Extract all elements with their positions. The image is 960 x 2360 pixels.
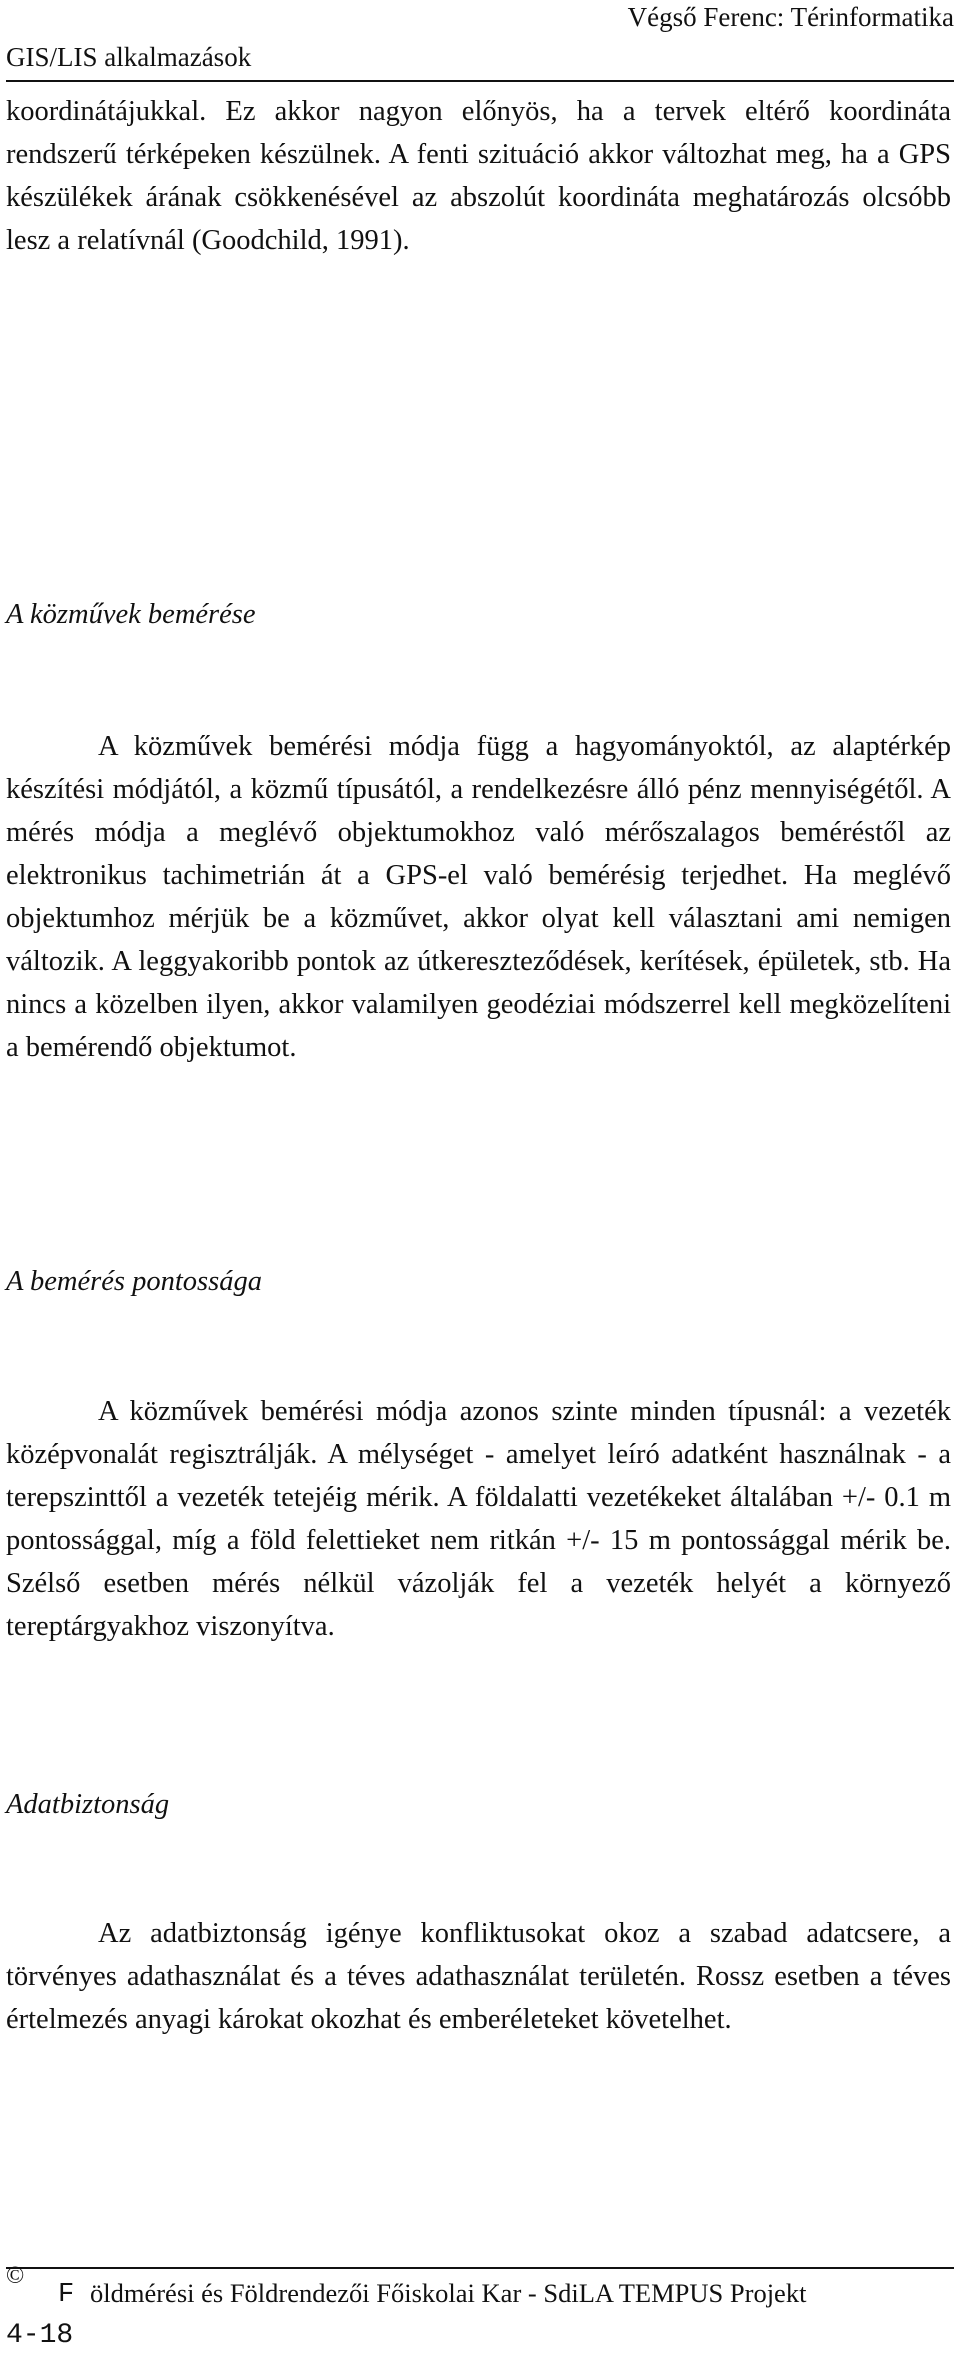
section-title-adatbiztonsag: Adatbiztonság xyxy=(6,1789,170,1820)
paragraph-intro: koordinátájukkal. Ez akkor nagyon előnyös, ha a tervek eltérő koordináta rendszerű térképeken készülnek. A fenti szituáció akkor változhat meg, ha a GPS készülékek árának csökkenésével az abszolút koordináta meghatározás olcsóbb lesz a relatívnál (Goodchild, 1991). xyxy=(6,96,951,256)
footer-initial-letter: F xyxy=(58,2280,75,2310)
footer-institution: öldmérési és Földrendezői Főiskolai Kar - SdiLA TEMPUS Projekt xyxy=(90,2278,807,2308)
footer-rule xyxy=(6,2267,954,2269)
header-course: GIS/LIS alkalmazások xyxy=(6,42,252,72)
section-title-bemeres-pontossaga: A bemérés pontossága xyxy=(6,1266,262,1297)
section-title-kozmuvek-bemerese: A közművek bemérése xyxy=(6,599,256,630)
header-rule xyxy=(6,80,954,82)
page-number: 4-18 xyxy=(6,2320,74,2351)
copyright-symbol: © xyxy=(6,2263,25,2289)
paragraph-bemeres-pontossaga: A közművek bemérési módja azonos szinte minden típusnál: a vezeték középvonalát regisztrálják. A mélységet - amelyet leíró adatként használnak - a terepszinttől a vezeték tetejéig mérik. A földalatti vezetékeket általában +/- 0.1 m pontossággal, míg a föld felettieket nem ritkán +/- 15 m pontossággal mérik be. Szélső esetben mérés nélkül vázolják fel a vezeték helyét a környező tereptárgyakhoz viszonyítva. xyxy=(6,1396,951,1642)
paragraph-kozmuvek-bemerese: A közművek bemérési módja függ a hagyományoktól, az alaptérkép készítési módjától, a közmű típusától, a rendelkezésre álló pénz mennyiségétől. A mérés módja a meglévő objektumokhoz való mérőszalagos beméréstől az elektronikus tachimetrián át a GPS-el való bemérésig terjedhet. Ha meglévő objektumhoz mérjük be a közművet, akkor olyat kell választani ami nemigen változik. A leggyakoribb pontok az útkereszteződések, kerítések, épületek, stb. Ha nincs a közelben ilyen, akkor valamilyen geodéziai módszerrel kell megközelíteni a bemérendő objektumot. xyxy=(6,731,951,1063)
header-author-title: Végső Ferenc: Térinformatika xyxy=(627,2,954,32)
paragraph-adatbiztonsag: Az adatbiztonság igénye konfliktusokat okoz a szabad adatcsere, a törvényes adathasználat és a téves adathasználat területén. Rossz esetben a téves értelmezés anyagi károkat okozhat és emberéleteket követelhet. xyxy=(6,1918,951,2035)
